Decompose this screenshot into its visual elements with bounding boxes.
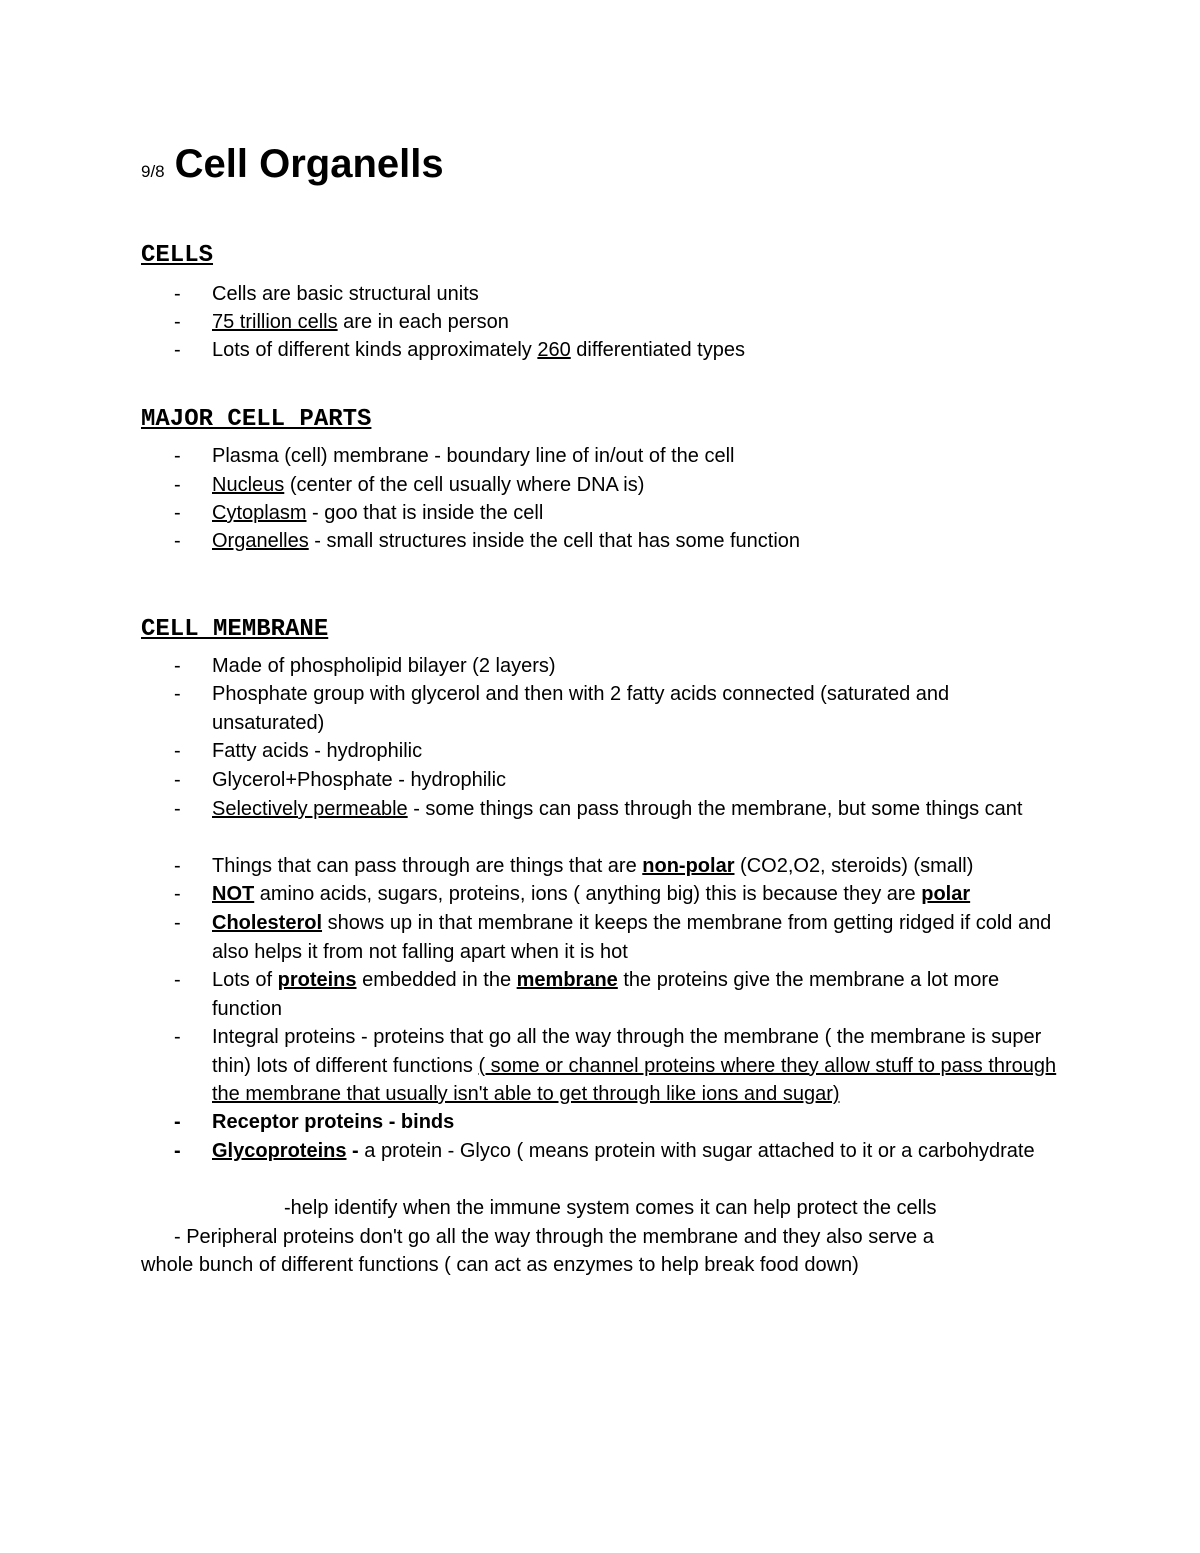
list-item-text — [212, 336, 1064, 365]
text-run: shows up in that membrane it keeps the membrane from getting ridged if cold and also helps it from not falling apart when it is hot — [212, 912, 1052, 963]
bullet-dash: - — [174, 1026, 181, 1048]
bullet-dash: - — [174, 740, 181, 762]
list-item-text — [212, 1137, 1064, 1166]
list-item-text — [212, 499, 1064, 528]
text-run: - goo that is inside the cell — [306, 502, 544, 524]
list-item-text — [212, 880, 1064, 909]
bold-underlined-text: membrane — [516, 969, 618, 991]
list-item — [174, 280, 1064, 309]
text-run: (CO2,O2, steroids) (small) — [734, 855, 974, 877]
list-item — [174, 652, 1064, 681]
underlined-text: Organelles — [212, 530, 309, 552]
list-item-text — [212, 308, 1064, 337]
list-item — [174, 880, 1064, 909]
bullet-dash: - — [174, 912, 181, 934]
bullet-dash: - — [174, 769, 181, 791]
bullet-dash: - — [174, 683, 181, 705]
list-item — [174, 336, 1064, 365]
bullet-dash: - — [174, 798, 181, 820]
text-run: amino acids, sugars, proteins, ions ( anything big) this is because they are — [254, 883, 922, 905]
bullet-dash: - — [174, 1140, 181, 1162]
list-item — [174, 909, 1064, 966]
list-item — [174, 1137, 1064, 1166]
text-run: are in each person — [337, 311, 509, 333]
underlined-text: Nucleus — [212, 474, 285, 496]
text-run: the proteins give the membrane a lot more function — [212, 969, 1000, 1020]
bold-underlined-text: Glycoproteins — [212, 1140, 347, 1162]
peripheral-line-1: - Peripheral proteins don't go all the way through the membrane and they also serve a — [174, 1226, 934, 1248]
list-item — [174, 795, 1064, 824]
bold-underlined-text: non-polar — [642, 855, 735, 877]
list-item-text — [212, 852, 1064, 881]
title-date: 9/8 — [141, 162, 165, 181]
bullet-dash: - — [174, 530, 181, 552]
bullet-dash: - — [174, 883, 181, 905]
bullet-dash: - — [174, 969, 181, 991]
bold-underlined-text: proteins — [277, 969, 357, 991]
text-run: - some things can pass through the membrane, but some things cant — [407, 798, 1023, 820]
heading-major-cell-parts: MAJOR CELL PARTS — [141, 406, 372, 433]
bullet-dash: - — [174, 855, 181, 877]
bullet-dash: - — [174, 655, 181, 677]
list-item-text — [212, 909, 1064, 966]
text-run: - — [346, 1140, 359, 1162]
list-item — [174, 442, 1064, 471]
bold-underlined-text: polar — [921, 883, 971, 905]
bullet-dash: - — [174, 502, 181, 524]
sub-note: -help identify when the immune system comes it can help protect the cells — [284, 1197, 937, 1219]
list-item — [174, 966, 1064, 1023]
title-text: Cell Organells — [174, 142, 444, 186]
list-item — [174, 852, 1064, 881]
list-item-text: Receptor proteins - binds — [212, 1111, 455, 1133]
list-item-text: Plasma (cell) membrane - boundary line of in/out of the cell — [212, 445, 735, 467]
list-item-text — [212, 471, 1064, 500]
bullet-dash: - — [174, 311, 181, 333]
underlined-text: ( some or channel proteins where they allow stuff to pass through the membrane that usually isn't able to get through like ions and sugar) — [212, 1054, 1057, 1106]
text-run: a protein - Glyco ( means protein with sugar attached to it or a carbohydrate — [358, 1140, 1035, 1162]
list-item — [174, 499, 1064, 528]
list-item — [174, 1023, 1064, 1109]
heading-cell-membrane: CELL MEMBRANE — [141, 616, 329, 643]
list-item-text — [212, 795, 1064, 824]
list-item — [174, 308, 1064, 337]
list-item — [174, 527, 1064, 556]
list-item-text — [212, 527, 1064, 556]
list-item — [174, 737, 1064, 766]
bullet-dash: - — [174, 283, 181, 305]
text-run: Things that can pass through are things that are — [212, 855, 643, 877]
list-item — [174, 471, 1064, 500]
list-item — [174, 680, 1064, 737]
bullet-dash: - — [174, 474, 181, 496]
list-item — [174, 766, 1064, 795]
page-title — [141, 142, 444, 187]
bullet-dash: - — [174, 1111, 181, 1133]
bold-underlined-text: Cholesterol — [212, 912, 323, 934]
list-item-text: Glycerol+Phosphate - hydrophilic — [212, 769, 507, 791]
text-run: (center of the cell usually where DNA is) — [284, 474, 645, 496]
bold-underlined-text: NOT — [212, 883, 255, 905]
underlined-text: Selectively permeable — [212, 798, 408, 820]
text-run: differentiated types — [570, 339, 745, 361]
bullet-dash: - — [174, 445, 181, 467]
text-run: Lots of — [212, 969, 278, 991]
peripheral-line-2: whole bunch of different functions ( can act as enzymes to help break food down) — [141, 1254, 859, 1276]
list-item-text: Made of phospholipid bilayer (2 layers) — [212, 655, 556, 677]
underlined-text: 260 — [537, 339, 571, 361]
text-run: embedded in the — [356, 969, 517, 991]
text-run: Integral proteins - proteins that go all the way through the membrane ( the membrane is super thin) lots of different functions — [212, 1026, 1042, 1077]
text-run: Lots of different kinds approximately — [212, 339, 538, 361]
list-item-text: Cells are basic structural units — [212, 283, 479, 305]
underlined-text: Cytoplasm — [212, 502, 307, 524]
list-item-text: Phosphate group with glycerol and then with 2 fatty acids connected (saturated and unsaturated) — [212, 683, 950, 734]
list-item-text — [212, 1023, 1064, 1109]
underlined-text: 75 trillion cells — [212, 311, 338, 333]
bullet-dash: - — [174, 339, 181, 361]
text-run: - small structures inside the cell that has some function — [308, 530, 801, 552]
heading-cells: CELLS — [141, 242, 214, 269]
list-item — [174, 1108, 1064, 1137]
list-item-text: Fatty acids - hydrophilic — [212, 740, 423, 762]
list-item-text — [212, 966, 1064, 1023]
